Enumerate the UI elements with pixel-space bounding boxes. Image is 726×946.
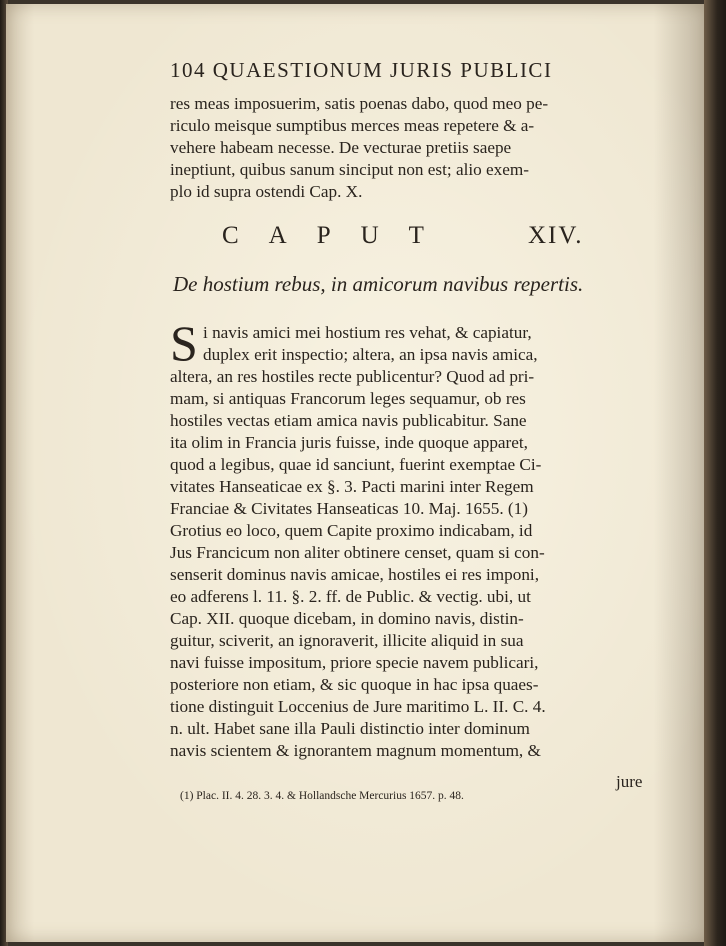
body-line-5: hostiles vectas etiam amica navis publicabitur. Sane — [170, 411, 527, 430]
body-line-19: n. ult. Habet sane illa Pauli distinctio inter dominum — [170, 719, 530, 738]
running-header: 104 QUAESTIONUM JURIS PUBLICI — [170, 58, 553, 82]
body-line-1: i navis amici mei hostium res vehat, & capiatur, — [203, 323, 532, 342]
intro-line-4: ineptiunt, quibus sanum sinciput non est; alio exem- — [170, 160, 529, 179]
body-line-8: vitates Hanseaticae ex §. 3. Pacti marini inter Regem — [170, 477, 534, 496]
intro-line-3: vehere habeam necesse. De vecturae pretiis saepe — [170, 138, 512, 157]
chapter-subtitle: De hostium rebus, in amicorum navibus repertis. — [173, 272, 584, 296]
body-line-10: Grotius eo loco, quem Capite proximo indicabam, id — [170, 521, 533, 540]
body-line-16: navi fuisse impositum, priore specie navem publicari, — [170, 653, 539, 672]
chapter-heading: CAPUT — [222, 222, 454, 249]
intro-line-1: res meas imposuerim, satis poenas dabo, quod meo pe- — [170, 94, 549, 113]
body-line-13: eo adferens l. 11. §. 2. ff. de Public. & vectig. ubi, ut — [170, 587, 531, 606]
body-line-11: Jus Francicum non aliter obtinere censet, quam si con- — [170, 543, 545, 562]
body-line-9: Franciae & Civitates Hanseaticas 10. Maj. 1655. (1) — [170, 499, 528, 518]
intro-line-5: plo id supra ostendi Cap. X. — [170, 182, 363, 201]
catchword: jure — [616, 772, 643, 791]
body-line-17: posteriore non etiam, & sic quoque in hac ipsa quaes- — [170, 675, 539, 694]
footnote: (1) Plac. II. 4. 28. 3. 4. & Hollandsche Mercurius 1657. p. 48. — [180, 790, 464, 802]
drop-cap: S — [170, 315, 198, 371]
body-line-12: senserit dominus navis amicae, hostiles ei res imponi, — [170, 565, 539, 584]
body-line-6: ita olim in Francia juris fuisse, inde quoque apparet, — [170, 433, 528, 452]
body-line-3: altera, an res hostiles recte publicentur? Quod ad pri- — [170, 367, 535, 386]
body-line-20: navis scientem & ignorantem magnum momentum, & — [170, 741, 541, 760]
body-line-2: duplex erit inspectio; altera, an ipsa navis amica, — [203, 345, 538, 364]
book-spine — [704, 0, 726, 946]
body-line-15: guitur, sciverit, an ignoraverit, illicite aliquid in sua — [170, 631, 524, 650]
body-line-7: quod a legibus, quae id sanciunt, fuerint exemptae Ci- — [170, 455, 542, 474]
chapter-number: XIV. — [528, 222, 584, 249]
body-line-4: mam, si antiquas Francorum leges sequamur, ob res — [170, 389, 526, 408]
body-line-18: tione distinguit Loccenius de Jure maritimo L. II. C. 4. — [170, 697, 546, 716]
intro-line-2: riculo meisque sumptibus merces meas repetere & a- — [170, 116, 535, 135]
body-line-14: Cap. XII. quoque dicebam, in domino navis, distin- — [170, 609, 524, 628]
